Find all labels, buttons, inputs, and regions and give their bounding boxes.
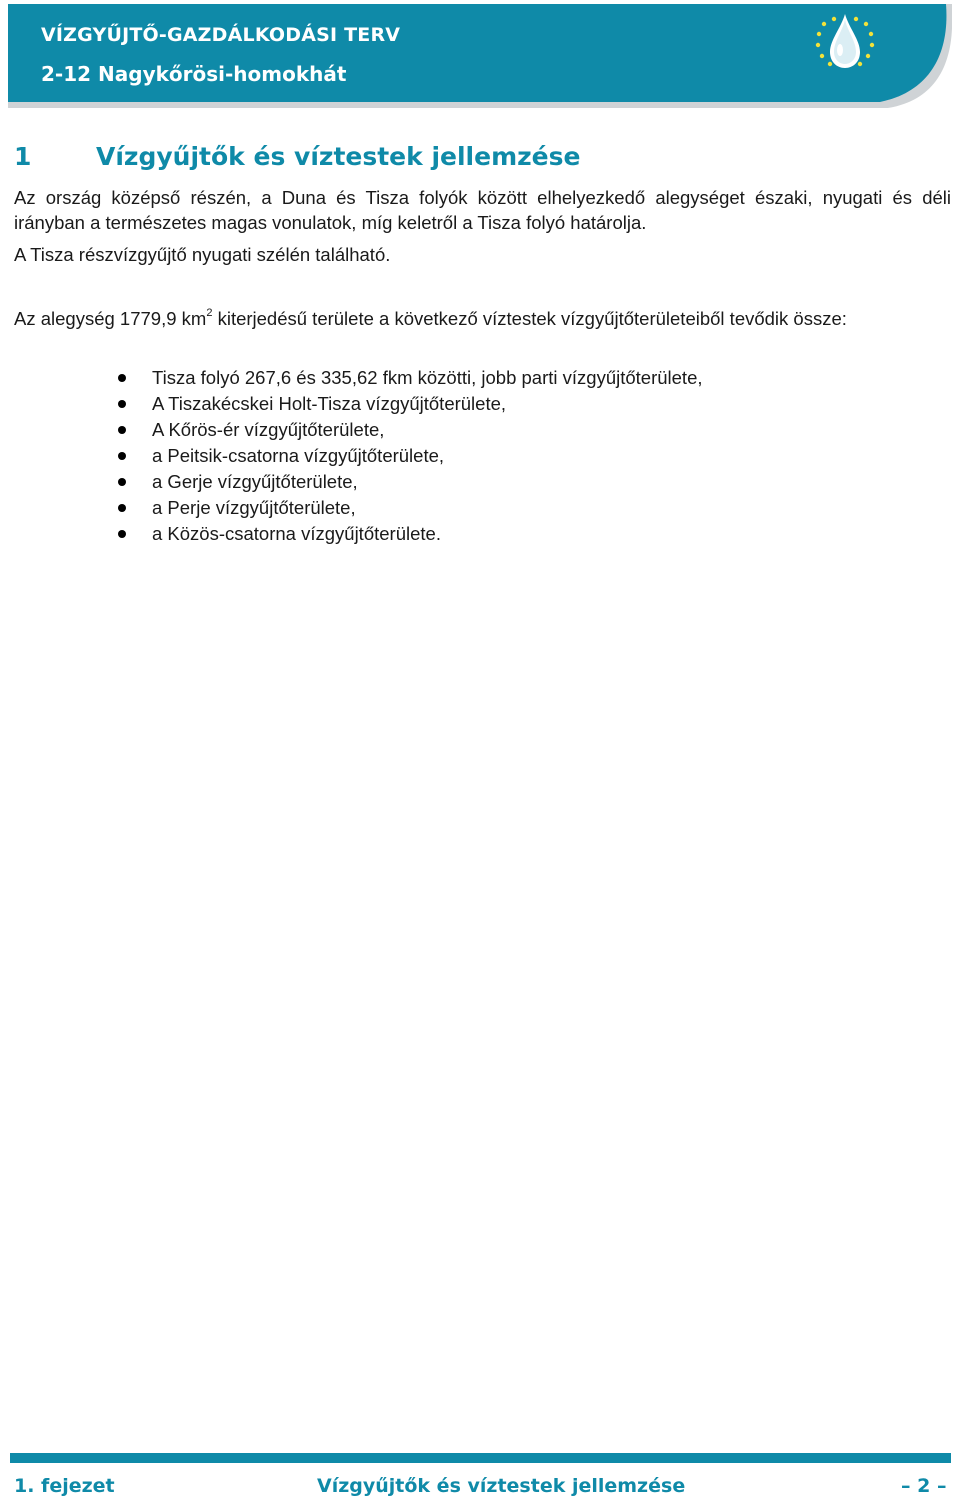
section-title: Vízgyűjtők és víztestek jellemzése	[96, 142, 581, 171]
footer-title: Vízgyűjtők és víztestek jellemzése	[317, 1475, 686, 1497]
bullet-icon	[118, 530, 126, 538]
footer-chapter: 1. fejezet	[14, 1475, 115, 1497]
header-banner	[8, 4, 952, 108]
footer-rule	[10, 1453, 951, 1463]
section-heading	[14, 142, 580, 171]
list-item-text: a Peitsik-csatorna vízgyűjtőterülete,	[152, 445, 445, 466]
header-title: VÍZGYŰJTŐ-GAZDÁLKODÁSI TERV	[41, 24, 401, 46]
bullet-icon	[118, 452, 126, 460]
list-item-text: a Gerje vízgyűjtőterülete,	[152, 471, 358, 492]
header-subtitle: 2-12 Nagykőrösi-homokhát	[41, 62, 347, 86]
list-item-text: A Kőrös-ér vízgyűjtőterülete,	[152, 419, 385, 440]
paragraph-position: A Tisza részvízgyűjtő nyugati szélén található.	[14, 244, 391, 265]
list-item-text: a Közös-csatorna vízgyűjtőterülete.	[152, 523, 441, 544]
footer-page-number: – 2 –	[901, 1475, 947, 1497]
area-unit-superscript: 2	[206, 306, 213, 319]
paragraph-area	[14, 306, 951, 331]
water-drop-eu-stars-icon	[810, 10, 880, 76]
list-item-text: A Tiszakécskei Holt-Tisza vízgyűjtőterülete,	[152, 393, 507, 414]
bullet-icon	[118, 478, 126, 486]
bullet-icon	[118, 400, 126, 408]
section-number: 1	[14, 142, 32, 171]
paragraph-area-start: Az alegység 1779,9 km	[14, 308, 207, 329]
bullet-icon	[118, 374, 126, 382]
bullet-icon	[118, 426, 126, 434]
paragraph-location: Az ország középső részén, a Duna és Tisza folyók között elhelyezkedő alegységet északi, nyugati és déli irányban a természetes magas vonulatok, míg keletről a Tisza folyó határolja.	[14, 187, 951, 233]
list-item-text: Tisza folyó 267,6 és 335,62 fkm közötti, jobb parti vízgyűjtőterülete,	[152, 367, 703, 388]
list-item-text: a Perje vízgyűjtőterülete,	[152, 497, 356, 518]
bullet-icon	[118, 504, 126, 512]
paragraph-area-end: kiterjedésű területe a következő víztestek vízgyűjtőterületeiből tevődik össze:	[212, 308, 847, 329]
